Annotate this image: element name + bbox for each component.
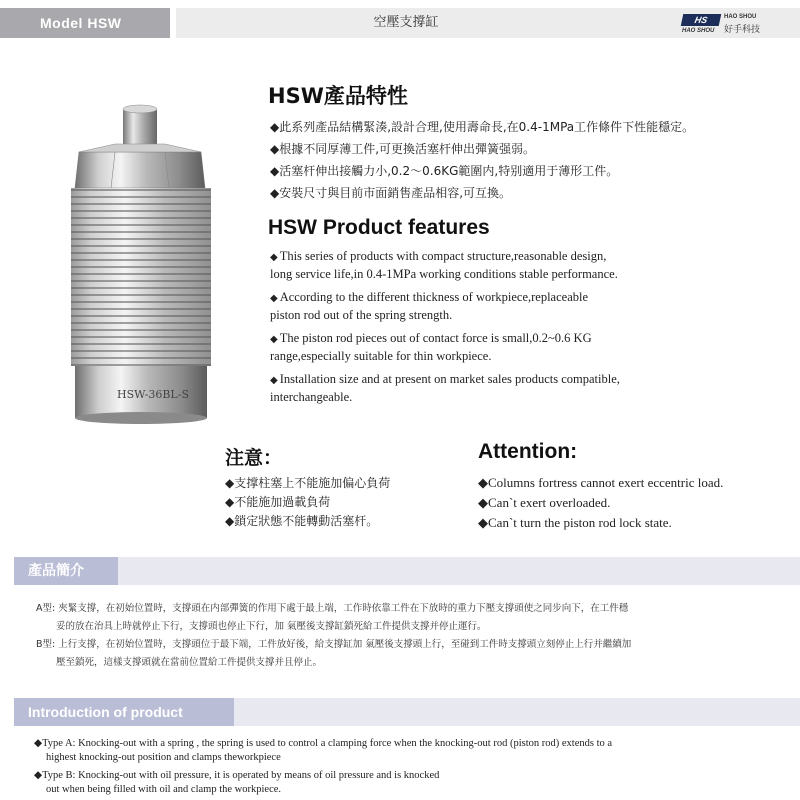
intro-en-banner: Introduction of product xyxy=(14,698,234,726)
logo-badge: HS xyxy=(681,14,722,26)
attention-en-item: ◆Columns fortress cannot exert eccentric load. xyxy=(478,475,724,490)
feature-line: long service life,in 0.4-1MPa working conditions stable performance. xyxy=(270,267,618,281)
attention-cn-item: ◆不能施加過載負荷 xyxy=(225,495,331,509)
feature-line: interchangeable. xyxy=(270,390,353,404)
product-image xyxy=(55,100,255,430)
attention-en-item: ◆Can`t exert overloaded. xyxy=(478,495,611,510)
feature-line: According to the different thickness of workpiece,replaceable xyxy=(279,290,589,304)
attention-cn-list xyxy=(225,474,390,531)
features-en-item xyxy=(270,330,770,365)
features-cn-item: ◆根據不同厚薄工件,可更換活塞杆伸出彈簧强弱。 xyxy=(270,142,536,156)
feature-line: range,especially suitable for thin workpiece. xyxy=(270,349,492,363)
intro-en-line: out when being filled with oil and clamp the workpiece. xyxy=(46,784,282,795)
attention-cn-item: ◆鎖定狀態不能轉動活塞杆。 xyxy=(225,514,379,528)
cylinder-illustration xyxy=(55,100,255,430)
intro-en-line: ◆Type A: Knocking-out with a spring , the spring is used to control a clamping force when the knocking-out rod (piston rod) extends to a xyxy=(34,738,613,749)
intro-en-line: ◆Type B: Knocking-out with oil pressure, it is operated by means of oil pressure and is knocked xyxy=(34,770,440,781)
features-cn-item: ◆活塞杆伸出接觸力小,0.2～0.6KG範圍内,特别適用于薄形工件。 xyxy=(270,164,619,178)
intro-cn-line: B型: 上行支撐，在初始位置時，支撐頭位于最下端，工件放好後，給支撐缸加 氣壓後支撐頭上行，至碰到工件時支撐頭立刻停止上行并繼續加 xyxy=(36,639,632,650)
attention-cn-item: ◆支撑柱塞上不能施加偏心負荷 xyxy=(225,476,391,490)
attention-cn-heading: 注意： xyxy=(225,447,283,469)
diamond-bullet-icon: ◆ xyxy=(270,252,278,263)
features-cn-heading: HSW產品特性 xyxy=(268,84,408,108)
logo-text-en-small: HAO SHOU xyxy=(682,28,715,34)
section-banner-bg xyxy=(14,557,800,585)
features-cn-list xyxy=(270,116,694,204)
attention-en-item: ◆Can`t turn the piston rod lock state. xyxy=(478,515,672,530)
brand-logo xyxy=(682,12,768,36)
page-header xyxy=(0,0,800,44)
product-engraving: HSW-36BL-S xyxy=(117,388,189,401)
feature-line: Installation size and at present on market sales products compatible, xyxy=(279,372,620,386)
features-en-heading: HSW Product features xyxy=(268,216,490,239)
intro-cn-text xyxy=(36,600,776,672)
model-label: Model HSW xyxy=(0,8,170,38)
intro-en-text xyxy=(34,737,774,797)
attention-en-list xyxy=(478,473,723,533)
feature-line: piston rod out of the spring strength. xyxy=(270,308,453,322)
diamond-bullet-icon: ◆ xyxy=(270,293,278,304)
logo-text-en: HAO SHOU xyxy=(724,14,757,20)
intro-cn-line: 妥的放在治具上時就停止下行，支撐頭也停止下行，加 氣壓後支撐缸鎖死給工件提供支撐并停止運行。 xyxy=(56,621,487,632)
attention-en-heading: Attention: xyxy=(478,440,578,463)
intro-cn-line: 壓至鎖死，這樣支撐頭就在當前位置給工件提供支撐并且停止。 xyxy=(56,657,323,668)
features-cn-item: ◆此系列產品結構緊湊,設計合理,使用壽命長,在0.4-1MPa工作條件下性能穩定。 xyxy=(270,120,695,134)
feature-line: This series of products with compact structure,reasonable design, xyxy=(279,249,607,263)
page-title: 空壓支撐缸 xyxy=(373,15,439,30)
features-cn-item: ◆安裝尺寸與目前市面銷售產品相容,可互換。 xyxy=(270,186,512,200)
features-en-item xyxy=(270,371,770,406)
features-en-item xyxy=(270,289,770,324)
features-en-list xyxy=(270,248,770,412)
logo-text-cn: 好手科技 xyxy=(724,25,761,35)
feature-line: The piston rod pieces out of contact force is small,0.2~0.6 KG xyxy=(279,331,592,345)
diamond-bullet-icon: ◆ xyxy=(270,375,278,386)
intro-cn-line: A型: 夾緊支撐，在初始位置時，支撐頭在内部彈簧的作用下處于最上端，工作時依靠工件在下放時的重力下壓支撐頭使之同步向下，在工件穩 xyxy=(36,603,629,614)
diamond-bullet-icon: ◆ xyxy=(270,334,278,345)
features-en-item xyxy=(270,248,770,283)
title-bar xyxy=(176,8,800,38)
intro-en-line: highest knocking-out position and clamps theworkpiece xyxy=(46,752,281,763)
intro-cn-banner: 產品簡介 xyxy=(14,557,118,585)
